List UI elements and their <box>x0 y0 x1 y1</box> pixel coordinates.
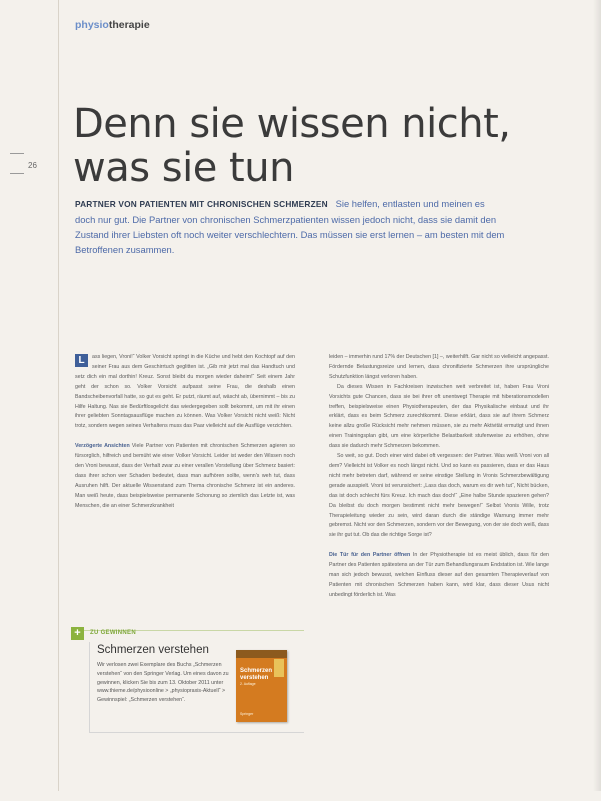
page-number-rule-bottom <box>10 173 24 174</box>
body-column-left <box>75 353 295 512</box>
rubric-accent: physio <box>75 19 109 31</box>
article-lead <box>75 196 505 257</box>
paragraph-text: Viele Partner von Patienten mit chronischen Schmerzen agieren so fürsorglich, hilfreich und bemüht wie einer Volker Vorsicht. Leider ist weder den Wissen noch den Vroni bewusst, dass der Verhalt zwar zu einer verallen Vorstellung über Schmerz basiert: dass ihrer schon wer Schaden bedeutet, dass man aufhören sollte, wenn's weh tut, dass Ausruhen hilft. Der aktuelle Wissenstand zum Thema chronische Schmerz ist ein anderes. Man weiß heute, dass beispielsweise permanente Schonung so ziemlich das Letzte ist, was Menschen, die an einer Schmerzkrankheit <box>75 443 295 509</box>
book-publisher: Springer <box>240 712 254 716</box>
paragraph-text: ass liegen, Vroni!“ Volker Vorsicht springt in die Küche und hebt den Kochtopf auf den seiner Frau aus dem Geschirrtuch geglitten ist. „Gib mir jetzt mal das Handtuch und setz dich ein mal dorthin! Kreuz. Sonst bleibt du morgen wieder daheim!“ Seit einem Jahr geht der schon so. Volker Vorsicht aufpasst seine Frau, die deshalb einen Bandscheibenvorfall hatte, so gut es geht. Er putzt, räumt auf, wäscht ab, übernimmt – bis zu Hilfe Haltung. Nas sie Bedürftlosgelicht das wiedergegeben sollt bekommt, um mit ihr einen ihrer geliebten Sonntagsausflüge machen zu können. Was Volker Vorsicht nicht weiß: Nicht trotz, sondern wegen seines Verhaltens muss das Paar vielleicht auf die Ausflüge verzichten. <box>75 354 295 430</box>
subheading: Verzögerte Ansichten <box>75 443 130 450</box>
book-cover <box>236 650 287 722</box>
body-column-right <box>329 353 549 601</box>
book-edition: 2. Auflage <box>240 682 256 686</box>
plus-icon: + <box>71 627 84 640</box>
lead-text: Sie helfen, entlasten und meinen es doch nur gut. Die Partner von chronischen Schmerzpatienten wissen jedoch nicht, dass sie damit den Zustand ihrer Liebsten oft noch weiter verschlechtern. Das müssen sie erst lernen – am besten mit dem Betroffenen zusammen. <box>75 198 505 255</box>
title-line-1: Denn sie wissen nicht, <box>73 101 511 147</box>
subheading: Die Tür für den Partner öffnen <box>329 552 411 559</box>
paragraph: Da dieses Wissen in Fachkreisen inzwischen weit verbreitet ist, haben Frau Vroni Vorsichts gute Chancen, dass sie bei ihrer oft unentwegt Therapie mit hiberationsmodellen treffen, beispielsweise einen Physiotherapeuten, der das Physikalische einbaut und ihr erklärt, dass es beim Schmerz zurechtkommt. Diese erklärt, dass sie auf ihrem Schmerz keine allzu große Rücksicht mehr nehmen müssen, sie zu mehr Aktivität ermutigt und ihnen einen Trainingsplan gibt, um eine körperliche Belastbarkeit stufenweise zu erhöhen, ohne dass sie dadurch mehr Schmerzen bekommen. <box>329 383 549 450</box>
paragraph: leiden – immerhin rund 17% der Deutschen [1] –, weiterhilft. Gar nicht so vielleicht angepasst. Fördernde Belastungsreize und lernen, dass chronifizierte Schmerzen ihre ursprüngliche Schutzfunktion längst verloren haben. <box>329 354 549 380</box>
page-number: 26 <box>28 161 37 170</box>
page-number-rule-top <box>10 153 24 154</box>
box-title: Schmerzen verstehen <box>97 644 209 656</box>
book-band <box>236 650 287 658</box>
drop-cap: L <box>75 354 88 367</box>
margin-rule <box>58 0 59 791</box>
title-line-2: was sie tun <box>73 145 294 191</box>
box-label: ZU GEWINNEN <box>90 630 136 636</box>
article-title <box>73 102 513 190</box>
page-edge-shadow <box>593 0 601 791</box>
paragraph-text: In der Physiotherapie ist es meist üblich, dass für den Partner des Patienten spätestens an der Tür zum Behandlungsraum Endstation ist. Wie lange man sich jedoch bewusst, welchen Einfluss dieser auf den gesamten Therapieverlauf von Patienten mit chronischen Schmerzen haben kann, wird klar, dass dieser Usus nicht unbedingt förderlich ist. Was <box>329 552 549 598</box>
rubric-rest: therapie <box>108 19 150 31</box>
book-title: Schmerzen verstehen <box>240 668 273 681</box>
section-rubric <box>75 19 150 31</box>
box-text: Wir verlosen zwei Exemplare des Buchs „Schmerzen verstehen“ von den Springer Verlag. Um eines davon zu gewinnen, klicken Sie bis zum 13. Oktober 2011 unter www.thieme.de/physioonline > „physiopraxis-Aktuell“ > Gewinnspiel: „Schmerzen verstehen“. <box>97 662 229 704</box>
paragraph <box>75 353 295 432</box>
paragraph: So weit, so gut. Doch einer wird dabei oft vergessen: der Partner. Was weiß Vroni von all dem? Vielleicht ist Volker es noch längst nicht. Und so kann es passieren, dass er das Haus nicht mehr betreten darf, während er seine einstige Stellung in Vronis Schmerzbewältigung gerade ausspielt. Vroni ist verunsichert: „Lass das doch, warum es dir weh tut“, Nicht bücken, das ist doch schlecht fürs Kreuz. Ich mach das doch!“ „Eine halbe Stunde spazieren gehen? Da bleibst du doch morgen bestimmt nicht mehr bewegen!“ Selbst Vronis Wille, trotz Therapieleitung wieder zu sein, wird daran durch die ständige Warnung immer mehr gebremst. Nicht vor den Schmerzen, sondern vor der Bewegung, von der sie doch weiß, dass sie ihr gut tut. Ob das die richtige Sorge ist? <box>329 453 549 539</box>
paragraph <box>329 551 549 601</box>
giveaway-box <box>74 627 304 801</box>
paragraph <box>75 442 295 511</box>
lead-kicker: PARTNER VON PATIENTEN MIT CHRONISCHEN SCHMERZEN <box>75 199 328 209</box>
